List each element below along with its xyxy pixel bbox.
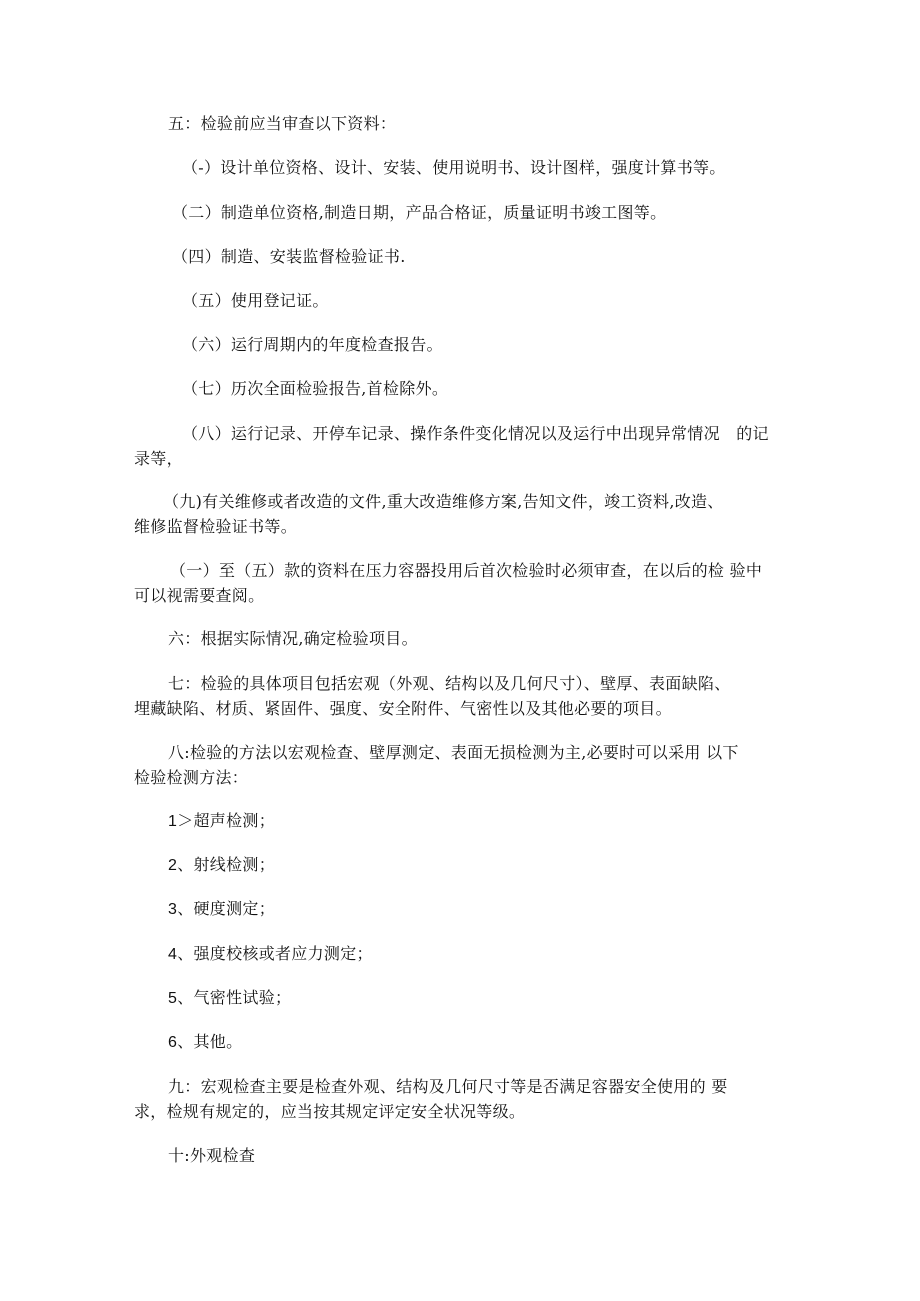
section-8-heading: 八:检验的方法以宏观检查、壁厚测定、表面无损检测为主,必要时可以采用 以下 <box>168 743 739 762</box>
method-5-leak-test: 5、气密性试验； <box>168 990 292 1007</box>
item-8-operation-records: （八）运行记录、开停车记录、操作条件变化情况以及运行中出现异常情况 的记 <box>182 424 769 443</box>
section-9-continuation: 求，检规有规定的，应当按其规定评定安全状况等级。 <box>134 1102 526 1121</box>
method-6-other: 6、其他。 <box>168 1034 243 1051</box>
item-8-continuation: 录等， <box>134 449 183 468</box>
item-9-repair-documents: （九)有关维修或者改造的文件,重大改造维修方案,告知文件，竣工资料,改造、 <box>163 492 724 511</box>
item-9-continuation: 维修监督检验证书等。 <box>134 517 298 536</box>
section-7-heading: 七：检验的具体项目包括宏观（外观、结构以及几何尺寸）、壁厚、表面缺陷、 <box>168 674 731 693</box>
item-6-annual-report: （六）运行周期内的年度检查报告。 <box>182 335 443 354</box>
section-10-heading: 十:外观检查 <box>168 1146 256 1165</box>
section-8-continuation: 检验检测方法： <box>134 768 249 787</box>
section-5-heading: 五：检验前应当审查以下资料： <box>168 114 397 133</box>
section-7-continuation: 埋藏缺陷、材质、紧固件、强度、安全附件、气密性以及其他必要的项目。 <box>134 699 672 718</box>
method-3-hardness: 3、硬度测定； <box>168 901 275 918</box>
section-6-heading: 六：根据实际情况,确定检验项目。 <box>168 629 418 648</box>
item-2-manufacturing-documents: （二）制造单位资格,制造日期，产品合格证，质量证明书竣工图等。 <box>172 203 667 222</box>
item-7-inspection-report: （七）历次全面检验报告,首检除外。 <box>182 379 449 398</box>
method-4-strength: 4、强度校核或者应力测定； <box>168 946 373 963</box>
item-5-registration-certificate: （五）使用登记证。 <box>182 291 329 310</box>
review-requirement-continuation: 可以视需要查阅。 <box>134 586 265 605</box>
review-requirement-note: （一）至（五）款的资料在压力容器投用后首次检验时必须审查，在以后的检 验中 <box>170 561 763 580</box>
section-9-heading: 九：宏观检查主要是检查外观、结构及几何尺寸等是否满足容器安全使用的 要 <box>168 1077 728 1096</box>
method-2-radiographic: 2、射线检测； <box>168 857 275 874</box>
item-1-design-documents: （-）设计单位资格、设计、安装、使用说明书、设计图样，强度计算书等。 <box>182 158 726 177</box>
method-1-ultrasonic: 1＞超声检测； <box>168 813 275 830</box>
item-4-supervision-certificate: （四）制造、安装监督检验证书. <box>172 247 406 266</box>
